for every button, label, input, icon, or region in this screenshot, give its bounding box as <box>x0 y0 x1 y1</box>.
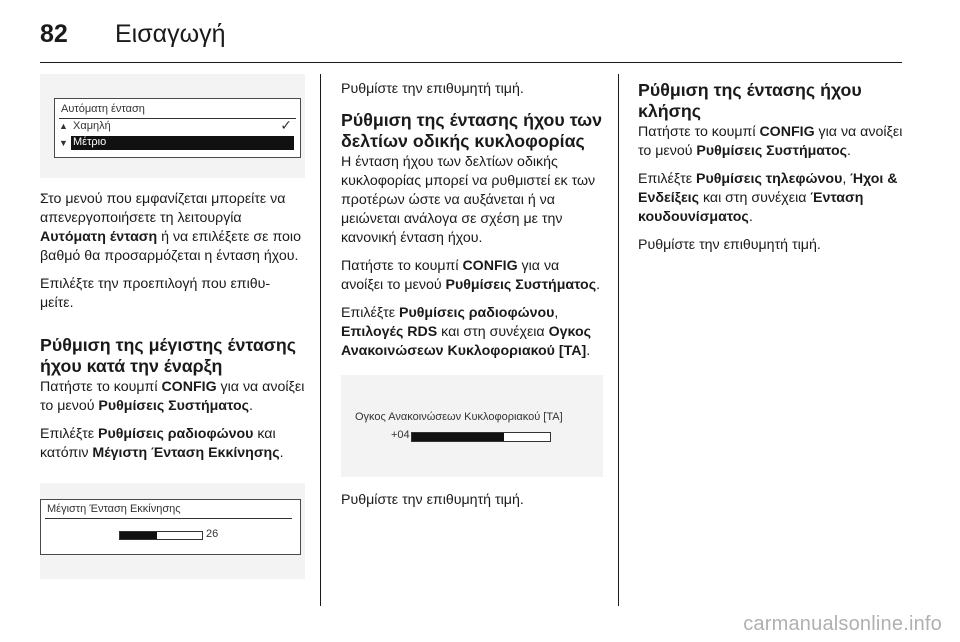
volume-value: 26 <box>206 528 219 540</box>
paragraph: Ρυθμίστε την επιθυμητή τιμή. <box>341 81 524 97</box>
column-2 <box>341 74 603 519</box>
option-medium-selected <box>71 136 294 150</box>
column-3 <box>638 74 903 264</box>
screen-frame <box>40 499 301 555</box>
column-1 <box>40 74 305 579</box>
screen-traffic-announcement-volume <box>341 375 603 477</box>
paragraph: Ρυθμίστε την επιθυμητή τιμή. <box>341 492 524 508</box>
paragraph: Πατήστε το κουμπί CONFIG για να ανοίξει το μενού Ρυθμίσεις Συστήματος. <box>341 258 601 293</box>
volume-bar-fill <box>120 532 157 539</box>
option-low: Χαμηλή <box>73 120 111 132</box>
screen-frame <box>54 98 301 158</box>
paragraph: Η ένταση ήχου των δελτίων οδικής κυκλοφορίας μπορεί να ρυθμιστεί εκ των προτέρων ώστε να αυξάνεται ή να μειώνεται ανάλογα σε σχέση με την κανονική ένταση ήχου. <box>341 154 596 246</box>
paragraph: Επιλέξτε Ρυθμίσεις ραδιοφώνου, Επιλογές RDS και στη συνέχεια Ογκος Ανακοινώσεων Κυκλοφοριακού [TA]. <box>341 305 591 359</box>
section-heading: Ρύθμιση της έντασης ήχου κλήσης <box>638 80 862 121</box>
column-divider-1 <box>320 74 321 606</box>
screen-max-startup-volume <box>40 483 305 579</box>
paragraph: Στο μενού που εμφανίζεται μπορείτε να απενεργοποιήσετε τη λειτουργία Αυτόματη ένταση ή να επιλέξετε σε ποιο βαθμό θα προσαρμόζεται η ένταση ήχου. <box>40 191 301 264</box>
column-divider-2 <box>618 74 619 606</box>
screen-title-underline <box>59 118 296 119</box>
screen-title: Μέγιστη Ένταση Εκκίνησης <box>47 503 181 515</box>
screen-auto-volume <box>40 74 305 178</box>
screen-title-underline <box>45 518 292 519</box>
footer-watermark: carmanualsonline.info <box>743 613 942 635</box>
volume-bar <box>119 531 203 540</box>
volume-value: +04 <box>391 429 410 441</box>
screen-title: Αυτόματη ένταση <box>61 103 145 115</box>
paragraph: Επιλέξτε την προεπιλογή που επιθυ‐ μείτε. <box>40 276 271 311</box>
checkmark-icon: ✓ <box>280 117 292 133</box>
arrow-down-icon: ▼ <box>59 138 68 148</box>
option-medium: Μέτριο <box>73 136 107 148</box>
screen-title: Ογκος Ανακοινώσεων Κυκλοφοριακού [TA] <box>355 411 563 423</box>
header-rule <box>40 62 902 63</box>
paragraph: Επιλέξτε Ρυθμίσεις τηλεφώνου, Ήχοι & Ενδείξεις και στη συνέχεια Ένταση κουδουνίσματος. <box>638 171 898 225</box>
paragraph: Επιλέξτε Ρυθμίσεις ραδιοφώνου και κατόπιν Μέγιστη Ένταση Εκκίνησης. <box>40 426 284 461</box>
page-title: Εισαγωγή <box>115 19 226 48</box>
page-header <box>40 14 226 54</box>
paragraph: Ρυθμίστε την επιθυμητή τιμή. <box>638 237 821 253</box>
volume-bar-fill <box>412 433 504 441</box>
section-heading: Ρύθμιση της μέγιστης έντασης ήχου κατά την έναρξη <box>40 335 297 376</box>
volume-bar <box>411 432 551 442</box>
section-heading: Ρύθμιση της έντασης ήχου των δελτίων οδικής κυκλοφορίας <box>341 110 603 151</box>
paragraph: Πατήστε το κουμπί CONFIG για να ανοίξει το μενού Ρυθμίσεις Συστήματος. <box>638 124 903 159</box>
arrow-up-icon: ▲ <box>59 121 68 131</box>
page-number: 82 <box>40 19 68 48</box>
paragraph: Πατήστε το κουμπί CONFIG για να ανοίξει το μενού Ρυθμίσεις Συστήματος. <box>40 379 305 414</box>
